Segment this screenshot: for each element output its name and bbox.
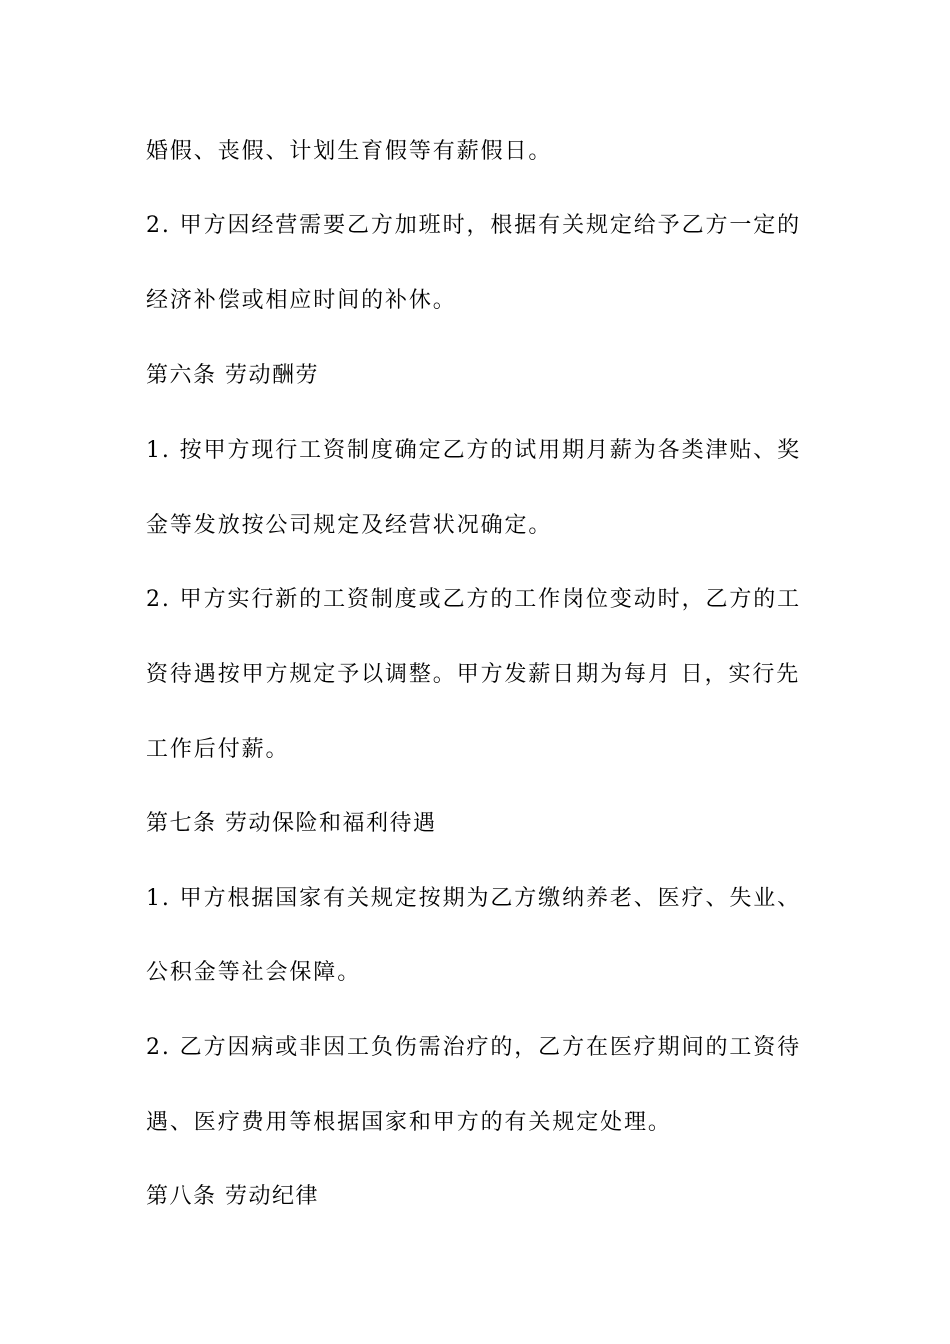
paragraph-line: 2. 乙方因病或非因工负伤需治疗的，乙方在医疗期间的工资待 xyxy=(146,1035,802,1060)
paragraph-line: 1. 按甲方现行工资制度确定乙方的试用期月薪为各类津贴、奖 xyxy=(146,438,802,463)
section-heading-7: 第七条 劳动保险和福利待遇 xyxy=(146,811,437,836)
section-heading-6: 第六条 劳动酬劳 xyxy=(146,363,319,388)
paragraph-line: 公积金等社会保障。 xyxy=(146,960,362,985)
paragraph-line: 遇、医疗费用等根据国家和甲方的有关规定处理。 xyxy=(146,1110,672,1135)
paragraph-line: 2. 甲方实行新的工资制度或乙方的工作岗位变动时，乙方的工 xyxy=(146,587,802,612)
paragraph-line: 经济补偿或相应时间的补休。 xyxy=(146,288,457,313)
paragraph-line: 2. 甲方因经营需要乙方加班时，根据有关规定给予乙方一定的 xyxy=(146,213,802,238)
paragraph-line: 资待遇按甲方规定予以调整。甲方发薪日期为每月 日，实行先 xyxy=(146,662,801,687)
paragraph-line: 金等发放按公司规定及经营状况确定。 xyxy=(146,513,553,538)
section-heading-8: 第八条 劳动纪律 xyxy=(146,1184,319,1209)
paragraph-line: 工作后付薪。 xyxy=(146,737,290,762)
paragraph-line: 1. 甲方根据国家有关规定按期为乙方缴纳养老、医疗、失业、 xyxy=(146,886,802,911)
paragraph-line: 婚假、丧假、计划生育假等有薪假日。 xyxy=(146,139,553,164)
